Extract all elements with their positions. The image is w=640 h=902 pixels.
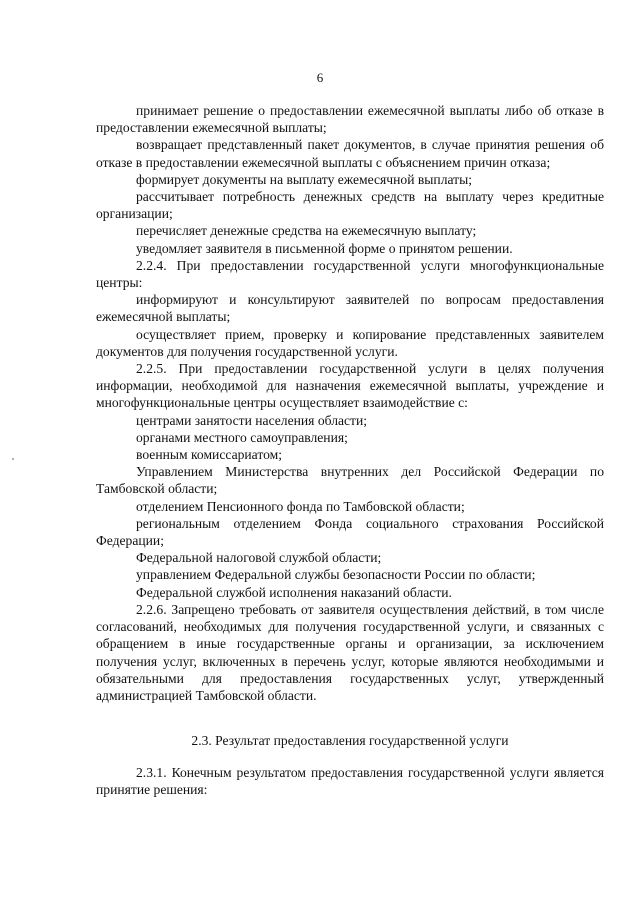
paragraph: 2.2.6. Запрещено требовать от заявителя осуществления действий, в том числе согласований, необходимых для получения государственной услуги, и связанных с обращением в иные государственные органы и организации, за исключением получения услуг, включенных в перечень услуг, которые являются необходимыми и обязательными для предоставления государственных услуг, утвержденный администрацией Тамбовской области.	[96, 601, 604, 703]
scan-speck	[12, 458, 14, 460]
paragraph: информируют и консультируют заявителей по вопросам предоставления ежемесячной выплаты;	[96, 292, 604, 325]
paragraph: Федеральной службой исполнения наказаний области.	[136, 584, 452, 600]
paragraph: перечисляет денежные средства на ежемесячную выплату;	[136, 223, 477, 239]
paragraph: управлением Федеральной службы безопасности России по области;	[136, 567, 536, 583]
paragraph: возвращает представленный пакет документов, в случае принятия решения об отказе в предоставлении ежемесячной выплаты с объяснением причин отказа;	[96, 137, 604, 170]
paragraph: уведомляет заявителя в письменной форме о принятом решении.	[136, 240, 513, 256]
paragraph: отделением Пенсионного фонда по Тамбовской области;	[136, 498, 465, 514]
paragraph: принимает решение о предоставлении ежемесячной выплаты либо об отказе в предоставлении ежемесячной выплаты;	[96, 103, 604, 136]
paragraph: региональным отделением Фонда социального страхования Российской Федерации;	[96, 515, 604, 549]
paragraph: Федеральной налоговой службой области;	[136, 550, 382, 566]
section-heading: 2.3. Результат предоставления государственной услуги	[191, 733, 509, 748]
page-number: 6	[316, 70, 324, 85]
paragraph: центрами занятости населения области;	[136, 412, 368, 428]
paragraph: 2.2.4. При предоставлении государственной услуги многофункциональные центры:	[96, 257, 604, 291]
paragraph: рассчитывает потребность денежных средств на выплату через кредитные организации;	[96, 189, 604, 222]
paragraph: органами местного самоуправления;	[136, 429, 348, 445]
paragraph: Управлением Министерства внутренних дел Российской Федерации по Тамбовской области;	[96, 464, 604, 497]
paragraph: 2.2.5. При предоставлении государственной услуги в целях получения информации, необходимой для назначения ежемесячной выплаты, учреждение и многофункциональные центры осуществляет взаимодействие с:	[96, 361, 604, 411]
paragraph: военным комиссариатом;	[136, 447, 283, 463]
paragraph: формирует документы на выплату ежемесячной выплаты;	[136, 171, 473, 187]
paragraph: осуществляет прием, проверку и копирование представленных заявителем документов для получения государственной услуги.	[96, 326, 604, 359]
final-paragraph: 2.3.1. Конечным результатом предоставления государственной услуги является принятие решения:	[96, 765, 604, 798]
body-text	[96, 102, 604, 704]
